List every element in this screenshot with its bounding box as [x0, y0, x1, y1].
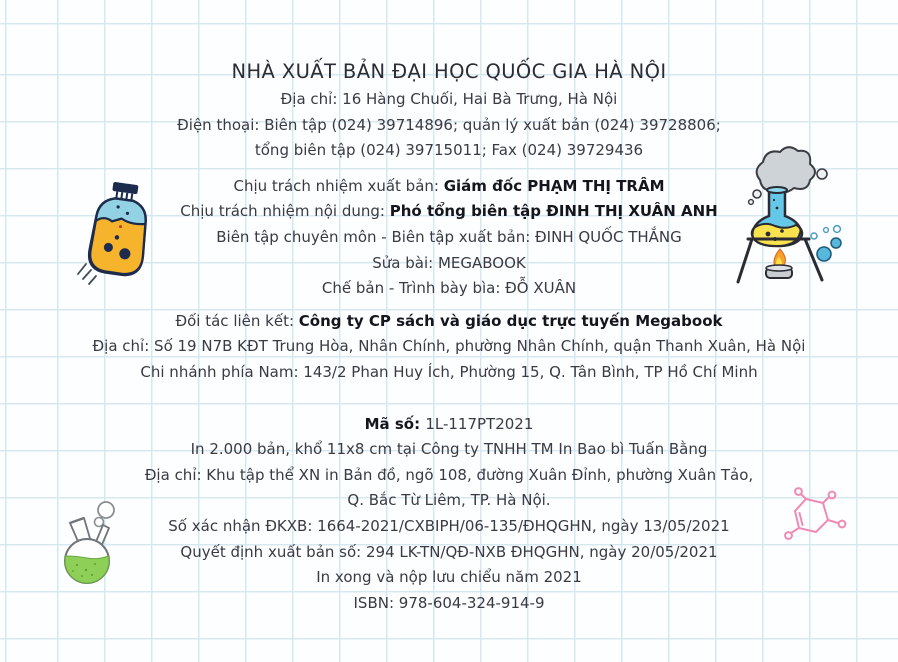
- partner-line: Đối tác liên kết: Công ty CP sách và giáo dục trực tuyến Megabook: [175, 311, 723, 330]
- editor-line: Biên tập chuyên môn - Biên tập xuất bản: ĐINH QUỐC THẮNG: [216, 227, 682, 246]
- legal-deposit: In xong và nộp lưu chiểu năm 2021: [316, 568, 582, 587]
- publisher-phone-1: Điện thoại: Biên tập (024) 39714896; quản lý xuất bản (024) 39728806;: [177, 115, 721, 134]
- layout-line: Chế bản - Trình bày bìa: ĐỖ XUÂN: [321, 279, 577, 298]
- proofreading-line: Sửa bài: MEGABOOK: [372, 253, 526, 272]
- printing-section: [0, 412, 898, 617]
- print-address-2: Q. Bắc Từ Liêm, TP. Hà Nội.: [347, 491, 551, 510]
- motion-lines-icon: [74, 260, 104, 286]
- partner-section: [0, 309, 898, 386]
- print-address-1: Địa chỉ: Khu tập thể XN in Bản đồ, ngõ 108, đường Xuân Đỉnh, phường Xuân Tảo,: [144, 465, 754, 484]
- publisher-address: Địa chỉ: 16 Hàng Chuối, Hai Bà Trưng, Hà Nội: [280, 90, 618, 108]
- isbn: ISBN: 978-604-324-914-9: [353, 593, 545, 612]
- publisher-title: NHÀ XUẤT BẢN ĐẠI HỌC QUỐC GIA HÀ NỘI: [231, 60, 667, 83]
- molecule-icon: [782, 486, 854, 544]
- partner-address: Địa chỉ: Số 19 N7B KĐT Trung Hòa, Nhân Chính, phường Nhân Chính, quận Thanh Xuân, Hà Nội: [92, 337, 806, 356]
- responsible-content: Chịu trách nhiệm nội dung: Phó tổng biên tập ĐINH THỊ XUÂN ANH: [180, 202, 718, 221]
- boiling-flask-icon: [730, 140, 890, 300]
- publishing-decision: Quyết định xuất bản số: 294 LK-TN/QĐ-NXB ĐHQGHN, ngày 20/05/2021: [180, 542, 718, 561]
- partner-branch: Chi nhánh phía Nam: 143/2 Phan Huy Ích, Phường 15, Q. Tân Bình, TP Hồ Chí Minh: [140, 362, 758, 381]
- print-info: In 2.000 bản, khổ 11x8 cm tại Công ty TNHH TM In Bao bì Tuấn Bằng: [190, 440, 708, 459]
- responsible-publishing: Chịu trách nhiệm xuất bản: Giám đốc PHẠM THỊ TRÂM: [233, 176, 665, 195]
- registration-number: Số xác nhận ĐKXB: 1664-2021/CXBIPH/06-135/ĐHQGHN, ngày 13/05/2021: [168, 516, 730, 535]
- publisher-phone-2: tổng biên tập (024) 39715011; Fax (024) 39729436: [254, 141, 644, 160]
- book-code: Mã số: 1L-117PT2021: [364, 414, 534, 433]
- round-flask-icon: [62, 498, 120, 586]
